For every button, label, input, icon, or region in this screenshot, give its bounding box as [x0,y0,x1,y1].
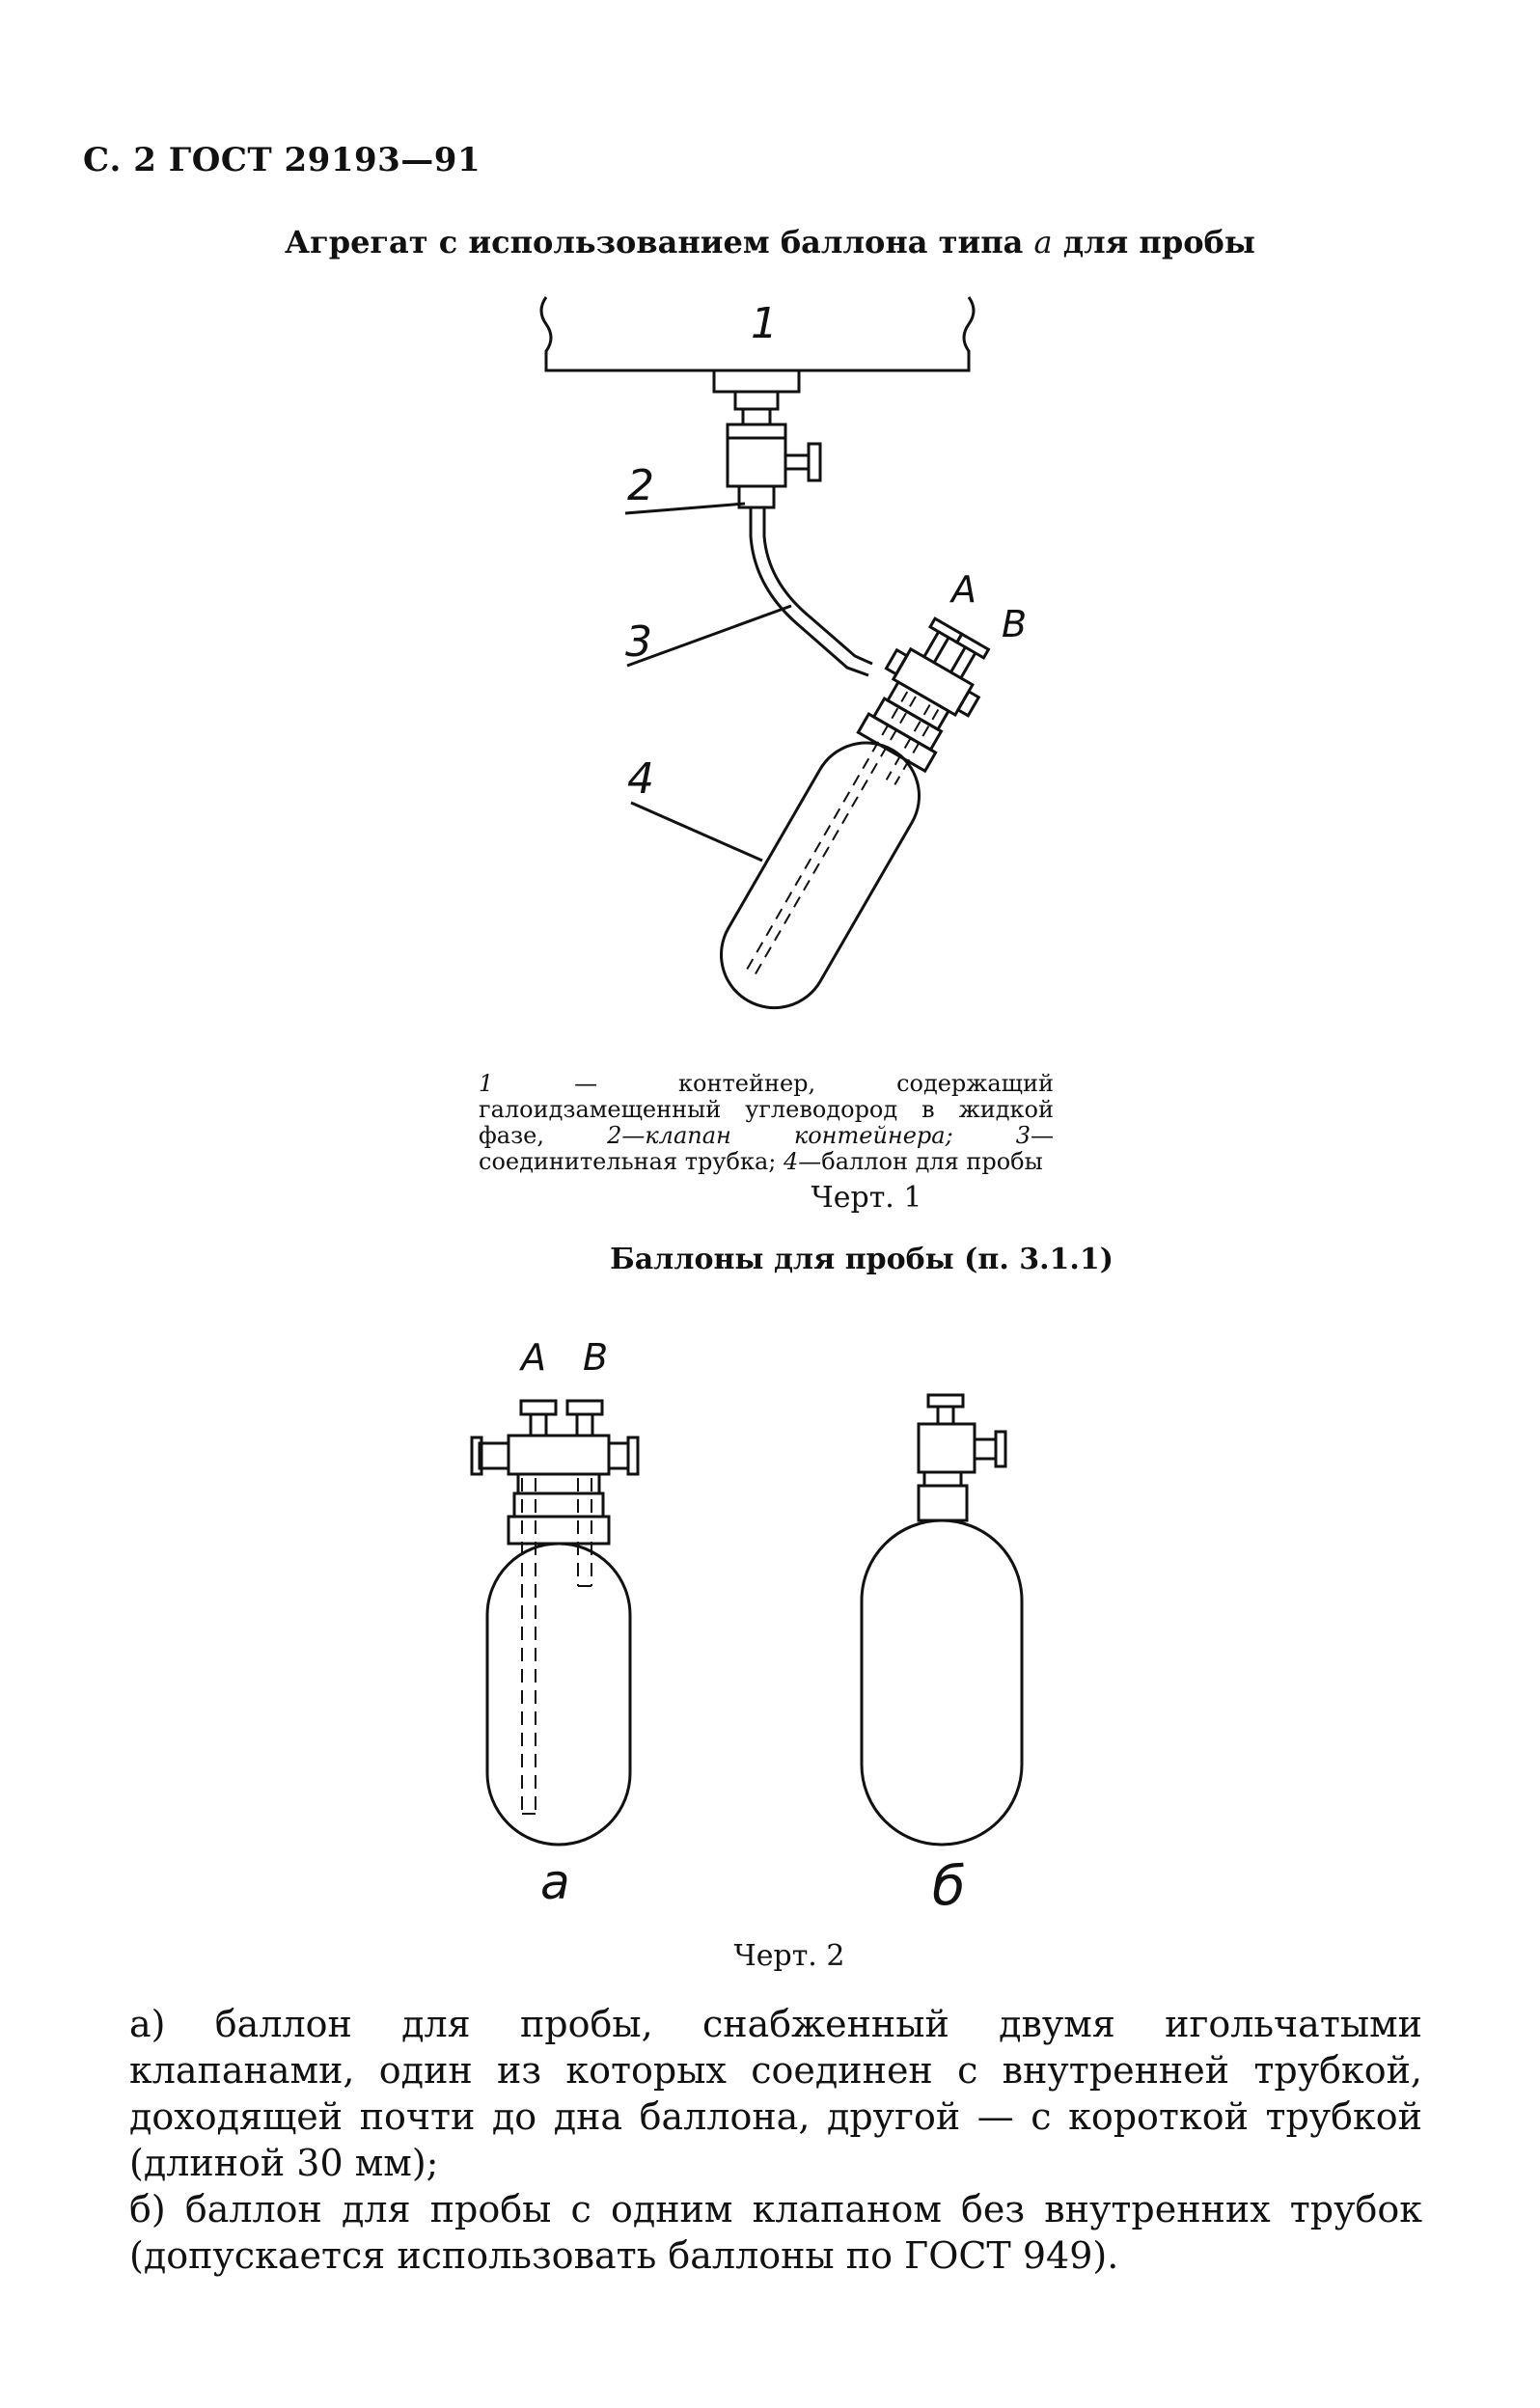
figure2-drawing [0,1312,1540,1929]
label-3: 3 [625,617,652,667]
leader-4 [631,803,762,861]
fig2-label-variant-a: а [540,1854,570,1910]
figure1-number: Черт. 1 [811,1181,922,1215]
container-valve-body [728,424,785,486]
figure2-title: Баллоны для пробы (п. 3.1.1) [610,1243,1114,1276]
fig2-label-valve-b: B [583,1336,609,1379]
figure1-title-end: для пробы [1052,224,1255,260]
connecting-tube-right [764,507,872,664]
page-header: С. 2 ГОСТ 29193—91 [83,141,481,179]
label-1: 1 [751,299,778,348]
caption-text-3: —соединительная трубка; [479,1122,1054,1175]
caption-num-1: 1 [479,1070,494,1097]
fig2-label-valve-a: A [521,1336,546,1379]
label-valve-b: B [1002,603,1028,645]
figure1-drawing [0,0,1540,1071]
caption-num-4: 4 [783,1148,799,1175]
caption-text-4: —баллон для пробы [798,1148,1043,1175]
paragraph-a: а) баллон для пробы, снабженный двумя игольчатыми клапанами, один из которых соединен с внутренней трубкой, доходящей почти до дна баллона, другой — с короткой трубкой (длиной 30 мм); [129,2003,1422,2184]
container-flange [714,370,799,392]
caption-text-1: — контейнер, содержащий галоидзамещенный углеводород в жидкой фазе, [479,1070,1054,1149]
figure2-number: Черт. 2 [733,1939,845,1973]
label-2: 2 [627,461,654,510]
caption-num-2: 2—клапан контейнера; 3 [607,1122,1031,1149]
sample-cylinder-a [472,1401,638,1845]
label-valve-a: A [951,568,976,611]
figure1-title-italic: а [1033,224,1053,260]
connecting-tube-left [751,507,868,675]
sample-cylinder-b [862,1395,1022,1845]
paragraph-b: б) баллон для пробы с одним клапаном без внутренних трубок (допускается использовать баллоны по ГОСТ 949). [129,2188,1422,2277]
figure1-caption [479,1071,1054,1175]
fig2-label-variant-b: б [932,1855,966,1918]
figure1-title-text: Агрегат с использованием баллона типа [285,224,1034,260]
body-text [129,2001,1422,2279]
label-4: 4 [627,754,654,804]
